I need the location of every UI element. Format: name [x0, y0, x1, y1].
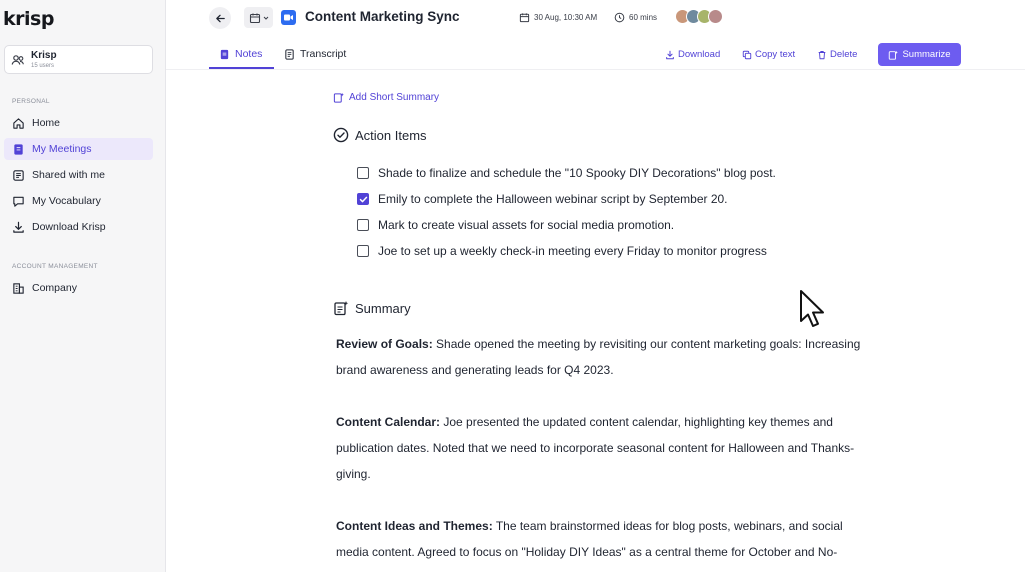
- summary-heading-text: Content Calendar:: [336, 415, 441, 429]
- copy-text-button[interactable]: [742, 49, 795, 60]
- copy-text-label: Copy text: [755, 49, 796, 60]
- sidebar-item-home[interactable]: [4, 112, 153, 134]
- summary-title: Summary: [355, 300, 411, 316]
- sidebar-item-my-meetings[interactable]: [4, 138, 153, 160]
- summary-line: media content. Agreed to focus on "Holiday DIY Ideas" as a central theme for October and No-: [336, 545, 838, 559]
- summary-heading-text: Content Ideas and Themes:: [336, 519, 493, 533]
- summary-line: publication dates. Noted that we need to incorporate seasonal content for Halloween and Thanks-: [336, 441, 855, 455]
- krisp-logo[interactable]: krisp: [3, 8, 54, 30]
- tab-label: Transcript: [300, 48, 347, 60]
- meeting-date-text: 30 Aug, 10:30 AM: [534, 13, 598, 22]
- arrow-left-icon: [215, 13, 226, 24]
- add-short-summary-label: Add Short Summary: [349, 92, 440, 103]
- sidebar-item-company[interactable]: [4, 277, 153, 299]
- action-item-checkbox[interactable]: [357, 245, 369, 257]
- sidebar: [0, 0, 166, 572]
- sidebar-item-label: My Meetings: [32, 143, 92, 155]
- action-item-checkbox[interactable]: [357, 167, 369, 179]
- meetings-icon: [12, 143, 25, 156]
- download-icon: [12, 221, 25, 234]
- action-item: [357, 166, 776, 180]
- calendar-icon: [519, 12, 530, 23]
- meeting-title: Content Marketing Sync: [305, 9, 460, 24]
- checkmark-icon: [359, 195, 368, 204]
- action-item-checkbox[interactable]: [357, 219, 369, 231]
- download-icon: [665, 50, 675, 60]
- summary-paragraph: [336, 409, 911, 487]
- copy-icon: [742, 50, 752, 60]
- personal-section-label: PERSONAL: [12, 98, 50, 105]
- meeting-duration: [614, 12, 657, 23]
- action-item: [357, 192, 728, 206]
- users-icon: [11, 53, 25, 67]
- sidebar-item-label: Home: [32, 117, 61, 129]
- meeting-duration-text: 60 mins: [629, 13, 658, 22]
- action-item-checkbox[interactable]: [357, 193, 369, 205]
- summarize-button[interactable]: [878, 43, 961, 66]
- check-circle-icon: [333, 127, 349, 143]
- calendar-icon: [249, 12, 261, 24]
- trash-icon: [817, 50, 827, 60]
- action-item: [357, 218, 674, 232]
- zoom-app-icon: [281, 10, 296, 25]
- summary-line: brand awareness and generating leads for Q4 2023.: [336, 363, 614, 377]
- summary-line: [336, 331, 911, 357]
- tab-label: Notes: [235, 48, 263, 60]
- workspace-user-count: 15 users: [31, 63, 55, 69]
- company-icon: [12, 282, 25, 295]
- home-icon: [12, 117, 25, 130]
- summary-paragraph: [336, 331, 911, 383]
- action-item-text: Shade to finalize and schedule the "10 Spooky DIY Decorations" blog post.: [378, 166, 776, 180]
- mouse-cursor-icon: [799, 289, 827, 331]
- summary-line: giving.: [336, 467, 371, 481]
- summary-paragraph: [336, 513, 911, 565]
- action-item-text: Mark to create visual assets for social media promotion.: [378, 218, 675, 232]
- chevron-down-icon: [263, 15, 269, 21]
- download-button[interactable]: [665, 49, 720, 60]
- transcript-icon: [284, 49, 295, 60]
- notes-icon: [219, 49, 230, 60]
- sidebar-item-my-vocabulary[interactable]: [4, 190, 153, 212]
- sparkle-notes-icon: [333, 300, 349, 316]
- avatar: [708, 9, 723, 24]
- workspace-switcher[interactable]: [4, 45, 153, 74]
- summary-text: The team brainstormed ideas for blog posts, webinars, and social: [492, 519, 843, 533]
- download-label: Download: [678, 49, 721, 60]
- delete-label: Delete: [830, 49, 858, 60]
- shared-icon: [12, 169, 25, 182]
- action-item-text: Emily to complete the Halloween webinar script by September 20.: [378, 192, 728, 206]
- summary-text: Joe presented the updated content calendar, highlighting key themes and: [440, 415, 833, 429]
- tab-divider: [166, 69, 1025, 70]
- sparkle-notes-icon: [888, 50, 898, 60]
- summary-heading-text: Review of Goals:: [336, 337, 433, 351]
- action-item-text: Joe to set up a weekly check-in meeting every Friday to monitor progress: [378, 244, 767, 258]
- calendar-dropdown-button[interactable]: [244, 7, 273, 28]
- action-item: [357, 244, 767, 258]
- clock-icon: [614, 12, 625, 23]
- sidebar-item-label: Shared with me: [32, 169, 105, 181]
- sparkle-notes-icon: [333, 92, 344, 103]
- summarize-label: Summarize: [902, 49, 951, 60]
- sidebar-item-label: My Vocabulary: [32, 195, 101, 207]
- delete-button[interactable]: [817, 49, 857, 60]
- tab-notes[interactable]: [219, 48, 262, 60]
- meeting-date: [519, 12, 597, 23]
- add-short-summary-link[interactable]: [333, 92, 439, 103]
- summary-heading: [333, 300, 411, 316]
- workspace-name: Krisp: [31, 50, 57, 61]
- summary-text: Shade opened the meeting by revisiting our content marketing goals: Increasing: [432, 337, 861, 351]
- sidebar-item-download-krisp[interactable]: [4, 216, 153, 238]
- action-items-title: Action Items: [355, 127, 427, 143]
- sidebar-item-label: Download Krisp: [32, 221, 106, 233]
- sidebar-item-label: Company: [32, 282, 77, 294]
- back-button[interactable]: [209, 7, 231, 29]
- summary-line: [336, 409, 911, 435]
- account-section-label: ACCOUNT MANAGEMENT: [12, 263, 98, 270]
- action-items-heading: [333, 127, 427, 143]
- participant-avatars[interactable]: [675, 9, 723, 24]
- summary-line: [336, 513, 911, 539]
- vocabulary-icon: [12, 195, 25, 208]
- tab-transcript[interactable]: [284, 48, 346, 60]
- sidebar-item-shared-with-me[interactable]: [4, 164, 153, 186]
